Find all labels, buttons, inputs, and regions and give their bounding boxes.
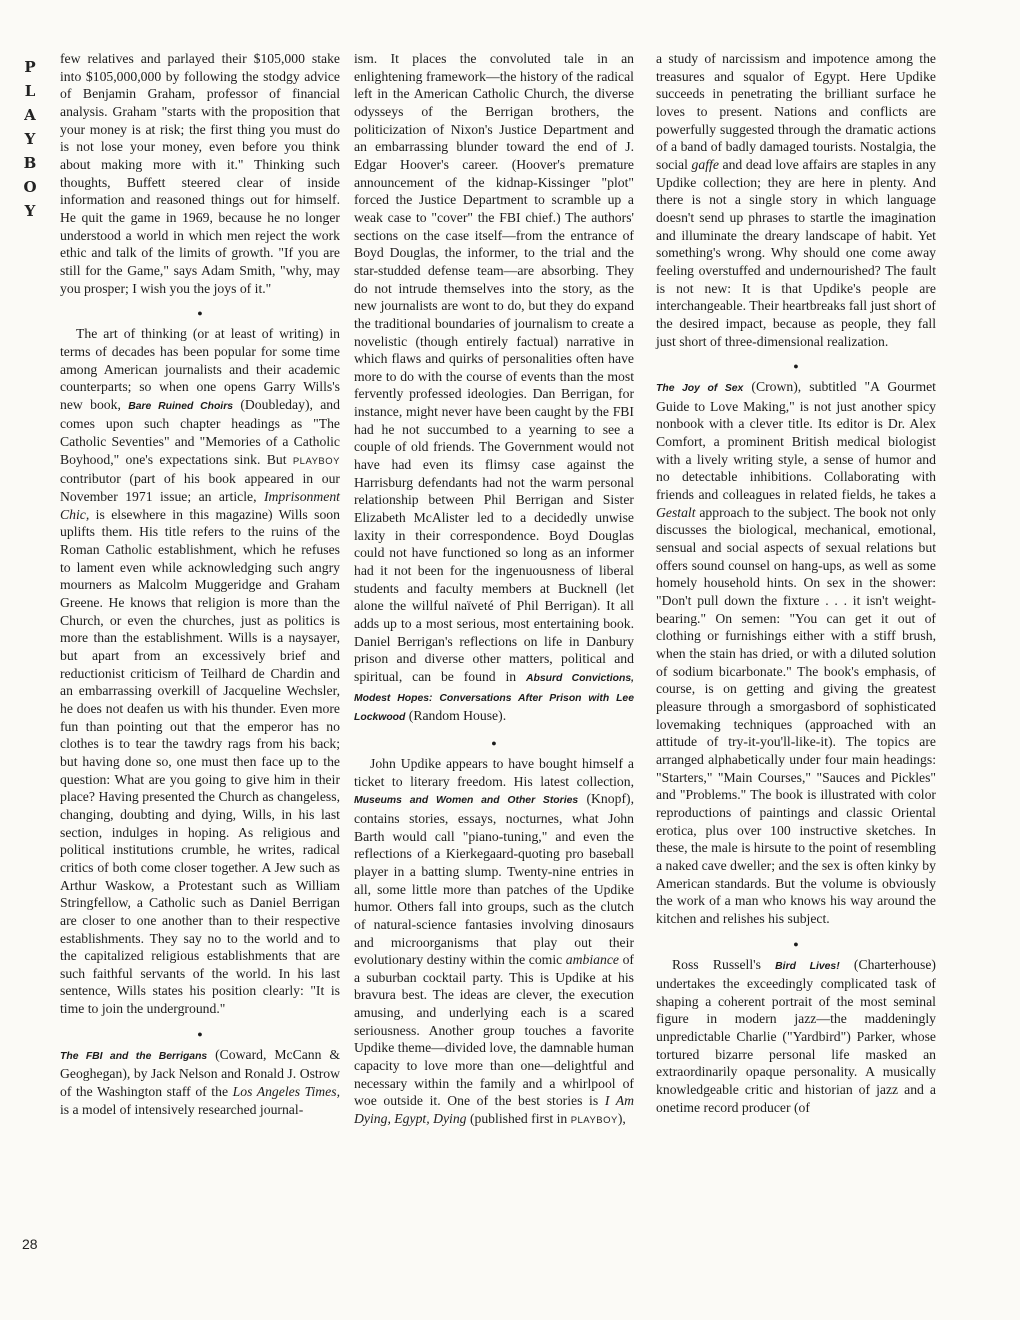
paragraph — [656, 956, 936, 1117]
paragraph — [354, 50, 634, 727]
playboy-vertical-logo — [18, 55, 42, 223]
paragraph-text: approach to the subject. The book not only discusses the biological, mechanical, emotional, sensual and social aspects of sexual relations but offers sound counsel on hang-ups, as well as some homely household hints. On sex in the shower: "Don't pull down the fixture . . . it isn't weight-bearing." On semen: "You can get it out of clothing or furnishings either with a stiff brush, when the stain has dried, or with a diluted solution of sodium bicarbonate." The book's emphasis, of course, is on getting and giving the greatest pleasure through a smorgasbord of sophisticated lovemaking techniques (approached with an attitude of try-it-you'll-like-it). The topics are arranged alphabetically under four main headings: "Starters," "Main Courses," "Sauces and Pickles" and "Problems." The book is illustrated with color reproductions of paintings and classic Oriental erotica, plus over 100 instructive sketches. In these, the male is hirsute to the point of resembling a naked cave dweller; and the sex is often kinky by American standards. But the volume is obviously the work of a man who knows his way around the kitchen and relishes his subject. — [656, 504, 936, 926]
paragraph-text: and dead love affairs are staples in any Updike collection; they are here in plenty. And there is not a single story in which language doesn't send up phrases to startle the imagination and illuminate the dreary landscape of habit. Yet something's wrong. Why should one come away feeling overstuffed and undernourished? The fault is not new: It is that Updike's people are interchangeable. Their heartbreaks fall just short of the desired impact, because as people, they fall just short of three-dimensional realization. — [656, 156, 936, 349]
paragraph-text: (Random House). — [405, 708, 507, 724]
paragraph-text: (Charterhouse) undertakes the exceedingly complicated task of shaping a coherent portrait of the most seminal figure in modern jazz—the maddeningly unpredictable Charlie ("Yardbird") Parker, whose tortured bizarre personal life masked an extraordinarily opaque personality. A musically knowledgeable critic and historian of jazz and a onetime record producer (of — [656, 956, 936, 1115]
paragraph — [656, 378, 936, 927]
article-title: Imprisonment Chic, — [60, 489, 340, 522]
paragraph — [60, 1046, 340, 1119]
book-title: Bare Ruined Choirs — [128, 400, 234, 412]
italic-term: gaffe — [691, 156, 719, 172]
book-title: Absurd Convictions, Modest Hopes: Conversations After Prison with Lee Lockwood — [354, 672, 634, 724]
paragraph-text: few relatives and parlayed their $105,000 stake into $105,000,000 by following the stodgy advice of Benjamin Graham, professor of financial analysis. Graham "starts with the proposition that your money is at risk; the first thing you must do is not lose your money, even before you think about making more with it." Thinking such thoughts, Buffett steered clear of inside information and reasoned things out for himself. He quit the game in 1969, because he no longer understood a world in which men reject the work ethic and talk of the limits of growth. "If you are still for the Game," says Adam Smith, "why, may you prosper; I wish you the joys of it." — [60, 51, 340, 296]
brand-letter: L — [24, 82, 36, 100]
paragraph-text: Ross Russell's — [672, 956, 776, 972]
paragraph — [354, 755, 634, 1130]
magazine-name: PLAYBOY — [570, 1115, 618, 1127]
paragraph-text: ), — [617, 1111, 626, 1127]
paragraph-text: is a model of intensively researched journal- — [60, 1101, 304, 1117]
section-separator: ● — [793, 938, 799, 949]
paragraph-text: a study of narcissism and impotence among the treasures and squalor of Egypt. Here Updike succeeds in penetrating the brilliant surface he loves to present. Nations and conflicts are powerfully suggested through the dramatic actions of a band of badly damaged tourists. Nostalgia, the social — [656, 51, 936, 172]
brand-letter: P — [24, 58, 36, 76]
brand-letter: Y — [24, 130, 36, 148]
paragraph-text: (Coward, McCann & Geoghegan), by Jack Nelson and Ronald J. Ostrow of the Washington staff of the — [60, 1046, 340, 1100]
section-separator: ● — [197, 1028, 203, 1039]
section-separator: ● — [197, 308, 203, 319]
column-2 — [354, 50, 634, 1130]
magazine-name: PLAYBOY — [292, 455, 340, 467]
book-title: The Joy of Sex — [656, 383, 744, 395]
paragraph-text: (published first in — [466, 1111, 571, 1127]
book-title: Bird Lives! — [775, 960, 840, 972]
paragraph-text: (Crown), subtitled "A Gourmet Guide to Love Making," is not just another spicy nonbook with a clever title. Its editor is Dr. Alex Comfort, a prominent British medical biologist with a lively writing style, a sense of humor and no detectable inhibitions. Collaborating with friends and colleagues in related fields, he takes a — [656, 379, 936, 503]
column-1 — [60, 50, 340, 1118]
paragraph-text: of a suburban cocktail party. This is Updike at his bravura best. The ideas are clever, the execution amusing, and underlying each is a scared seriousness. Another group touches a favorite Updike theme—divided love, the damnable human capacity to love more than one—delightful and necessary within the family and a whirlpool of woe outside it. One of the best stories is — [354, 952, 634, 1109]
paragraph — [60, 325, 340, 1018]
publication-name: Los Angeles Times, — [232, 1084, 341, 1100]
paragraph-text: John Updike appears to have bought himself a ticket to literary freedom. His latest collection, — [354, 755, 634, 789]
paragraph-text: ism. It places the convoluted tale in an enlightening framework—the history of the radical left in the American Catholic Church, the diverse odysseys of the Berrigan brothers, the politicization of Nixon's Justice Department and an embarrassing blunder toward the end of J. Edgar Hoover's career. (Hoover's premature announcement of the kidnap-Kissinger "plot" forced the Justice Department to scramble up a weak case to "cover" the FBI chief.) The authors' sections on the case itself—from the entrance of Boyd Douglas, the informer, to the trial and the star-studded defense team—are absorbing. They do not intrude themselves into the story, as the new journalists are wont to do, but they do expand the traditional boundaries of journalism to create a novelistic (though entirely factual) narrative in which flaws and quirks of personalities often have more to do with the course of events than the most fervently professed ideologies. Dan Berrigan, for instance, might never have been caught by the FBI had he not succumbed to a yearning to see a couple of old friends. The Government would not have had even its flimsy case against the Harrisburg defendants had not the warm personal relationship between Phil Berrigan and Sister Elizabeth McAlister led to a decidedly unwise laxity in their correspondence. Boyd Douglas could not have functioned so long as an informer had it not been for the ingenuousness of liberal students and faculty members at Bucknell (let alone the willful naïveté of Phil Berrigan). It all adds up to a most serious, most entertaining book. Daniel Berrigan's reflections on life in Danbury prison and diverse other matters, political and spiritual, can be found in — [354, 51, 634, 684]
italic-term: Gestalt — [656, 504, 696, 520]
paragraph-text: (Knopf), contains stories, essays, nocturnes, what John Barth would call "piano-tuning," and even the reflections of a Kierkegaard-quoting pro baseball player in a batting slump. Twenty-nine entries in all, some little more than patches of the Updike humor. Others fall into groups, such as the clutch of natural-science fantasies involving dinosaurs and microorganisms that play out their evolutionary destiny within the comic — [354, 791, 635, 968]
page-number: 28 — [22, 1236, 38, 1252]
paragraph-text: The art of thinking (or at least of writing) in terms of decades has been popular for some time among American journalists and their academic counterparts; so when one opens Garry Wills's new book, — [60, 326, 340, 412]
section-separator: ● — [491, 737, 497, 748]
column-3 — [656, 50, 936, 1116]
story-title: I Am Dying, Egypt, Dying — [354, 1093, 634, 1127]
paragraph-text: contributor (part of his book appeared in our November 1971 issue; an article, — [60, 471, 340, 505]
paragraph — [60, 50, 340, 297]
brand-letter: Y — [24, 202, 36, 220]
paragraph-text: (Doubleday), and comes upon such chapter headings as "The Catholic Seventies" and "Memories of a Catholic Boyhood," one's expectations sink. But — [60, 396, 340, 467]
brand-letter: O — [23, 178, 37, 196]
paragraph — [656, 50, 936, 350]
book-title: The FBI and the Berrigans — [60, 1050, 208, 1062]
brand-letter: B — [23, 154, 37, 172]
brand-letter: A — [24, 106, 36, 124]
italic-term: ambiance — [565, 952, 619, 968]
section-separator: ● — [793, 361, 799, 372]
paragraph-text: is elsewhere in this magazine) Wills soon uplifts them. His title refers to the ruins of the Roman Catholic establishment, which he refuses to lament even while acknowledging such angry mourners as Malcolm Muggeridge and Graham Greene. He knows that religion is more than the Church, or even the churches, just as politics is more than the establishment. Wills is a naysayer, but apart from an excessively brief and reductionist criticism of Teilhard de Chardin and an embarrassing overkill of Jacqueline Wechsler, he does not deafen us with his thunder. Even more fun than pointing out that the emperor has no clothes is to tear the tawdry rags from his back; but having done so, one must then face up to the question: What are you going to give him in their place? Having presented the Church as changeless, changing, doubting and dying, Wills, in his last section, indulges in hoping. As religious and political institutions crumble, he writes, radical critics of both come closer together. A Jew such as Arthur Waskow, a Protestant such as William Stringfellow, a Catholic such as Daniel Berrigan are closer to one another than to their respective establishments. They say no to the world and to the capitalized religious establishments that are such faithful servants of the world. In his last sentence, Wills states his position clearly: "It is time to join the underground." — [60, 506, 340, 1017]
book-title: Museums and Women and Other Stories — [354, 795, 579, 807]
